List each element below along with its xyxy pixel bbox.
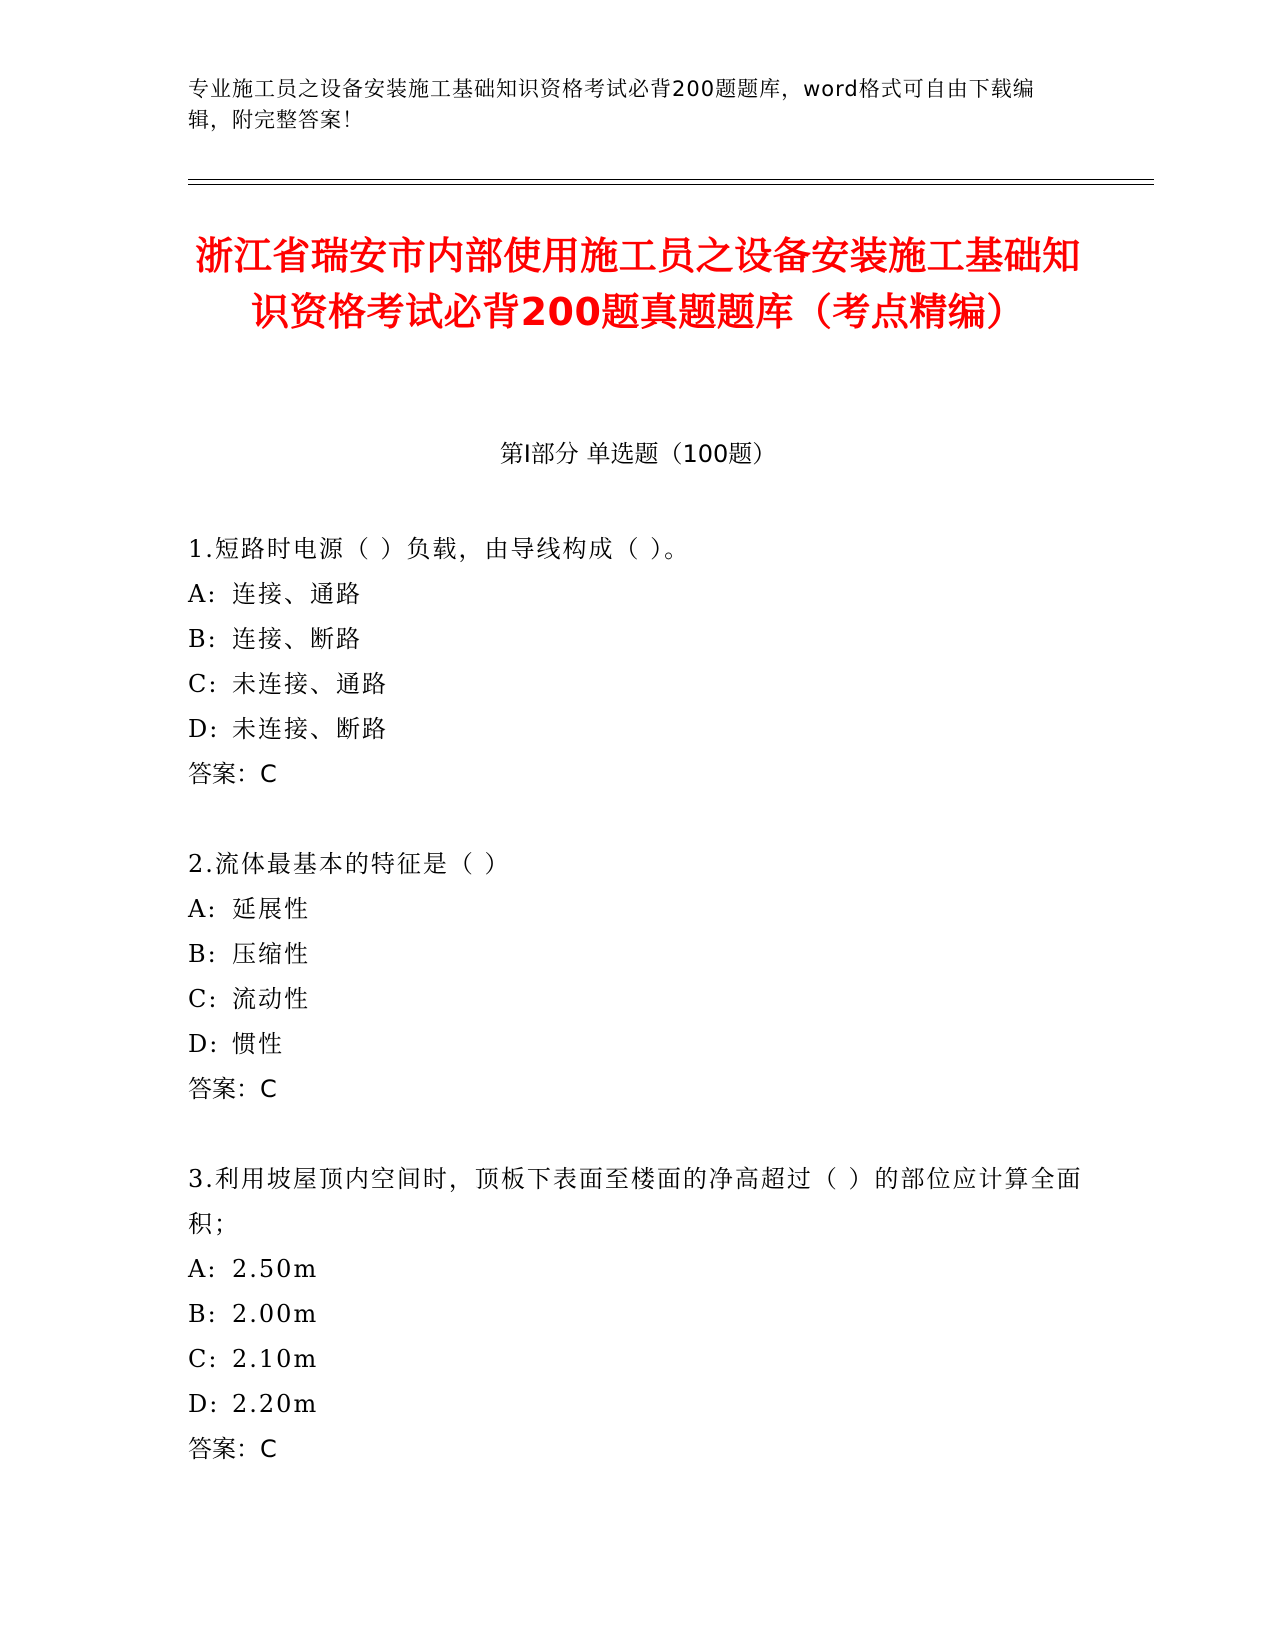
option-text: 2.10m [232,1345,319,1373]
option-text: 未连接、断路 [232,715,388,743]
answer-line: 答案：C [188,1435,277,1463]
option-c [188,1337,1088,1382]
header-note: 专业施工员之设备安装施工基础知识资格考试必背200题题库，word格式可自由下载编辑，附完整答案！ [188,77,1035,132]
header-divider-bottom [188,184,1154,185]
option-text: 压缩性 [232,940,310,968]
option-a [188,1247,1088,1292]
option-letter: D: [188,1030,220,1058]
option-b [188,1292,1088,1337]
option-letter: A: [188,580,218,608]
question-stem: 2.流体最基本的特征是（ ） [188,850,511,878]
option-letter: D: [188,715,220,743]
header-divider-top [188,179,1154,180]
answer-line: 答案：C [188,760,277,788]
option-d [188,1022,1088,1067]
option-text: 连接、通路 [232,580,362,608]
option-letter: A: [188,895,218,923]
option-text: 流动性 [232,985,310,1013]
option-text: 惯性 [232,1030,284,1058]
option-letter: C: [188,1345,219,1373]
option-b [188,932,1088,977]
section-title: 第Ⅰ部分 单选题（100题） [499,440,777,468]
option-letter: B: [188,940,218,968]
option-c [188,662,1088,707]
option-letter: C: [188,670,219,698]
question-3 [188,1157,1088,1472]
option-c [188,977,1088,1022]
option-text: 未连接、通路 [232,670,388,698]
option-letter: A: [188,1255,218,1283]
option-letter: C: [188,985,219,1013]
question-list [188,527,1088,1517]
document-title: 浙江省瑞安市内部使用施工员之设备安装施工基础知识资格考试必背200题真题题库（考点精编） [195,234,1081,334]
question-2 [188,842,1088,1112]
option-text: 2.50m [232,1255,319,1283]
option-d [188,1382,1088,1427]
option-letter: D: [188,1390,220,1418]
question-stem: 1.短路时电源（ ）负载，由导线构成（ ）。 [188,535,691,563]
option-b [188,617,1088,662]
option-text: 连接、断路 [232,625,362,653]
answer-line: 答案：C [188,1075,277,1103]
option-text: 延展性 [232,895,310,923]
option-text: 2.20m [232,1390,319,1418]
question-stem: 3.利用坡屋顶内空间时，顶板下表面至楼面的净高超过（ ）的部位应计算全面积； [188,1165,1083,1238]
option-d [188,707,1088,752]
question-1 [188,527,1088,797]
option-letter: B: [188,625,218,653]
option-text: 2.00m [232,1300,319,1328]
option-a [188,887,1088,932]
option-a [188,572,1088,617]
option-letter: B: [188,1300,218,1328]
